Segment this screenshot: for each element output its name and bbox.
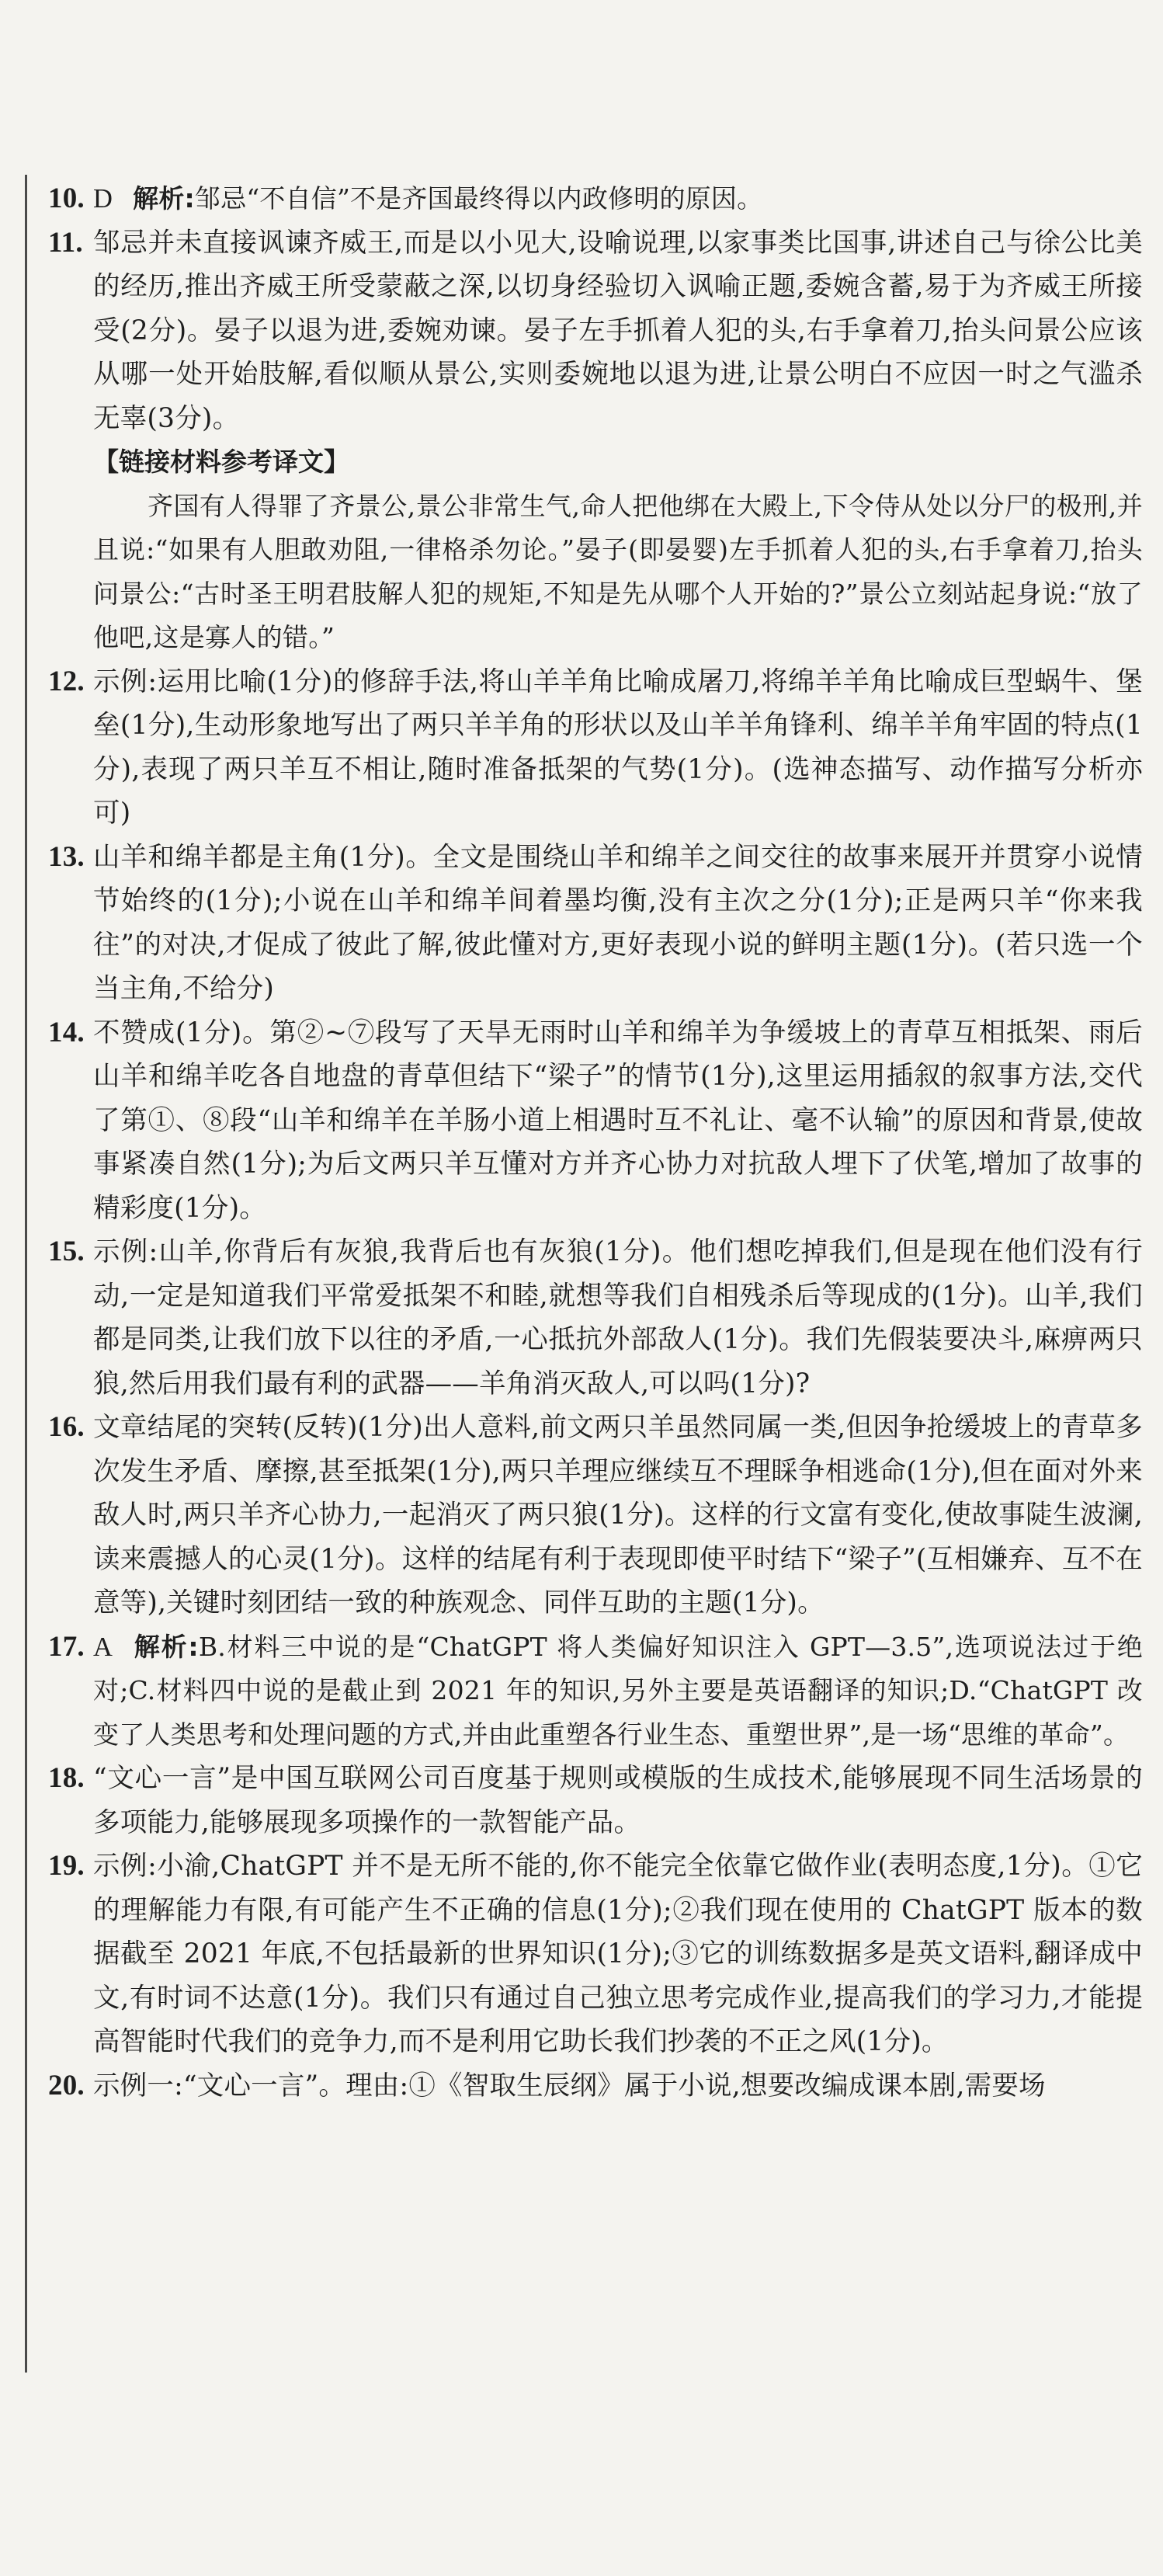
item-number: 15.: [48, 1236, 85, 1267]
item-number: 20.: [48, 2069, 85, 2101]
answer-text: 示例:运用比喻(1分)的修辞手法,将山羊羊角比喻成屠刀,将绵羊羊角比喻成巨型蜗牛、堡垒(1分),生动形象地写出了两只羊羊角的形状以及山羊羊角锋利、绵羊羊角牢固的特点(1分),表现了两只羊互不相让,随时准备抵架的气势(1分)。(选神态描写、动作描写分析亦可): [93, 666, 1143, 829]
answer-text: 邹忌并未直接讽谏齐威王,而是以小见大,设喻说理,以家事类比国事,讲述自己与徐公比美的经历,推出齐威王所受蒙蔽之深,以切身经验切入讽喻正题,委婉含蓄,易于为齐威王所接受(2分)。晏子以退为进,委婉劝谏。晏子左手抓着人犯的头,右手拿着刀,抬头问景公应该从哪一处开始肢解,看似顺从景公,实则委婉地以退为进,让景公明白不应因一时之气滥杀无辜(3分)。: [93, 227, 1143, 434]
answer-item-20: [48, 2064, 1143, 2108]
item-number: 19.: [48, 1850, 85, 1882]
item-number: 14.: [48, 1016, 85, 1048]
answer-text: 文章结尾的突转(反转)(1分)出人意料,前文两只羊虽然同属一类,但因争抢缓坡上的青草多次发生矛盾、摩擦,甚至抵架(1分),两只羊理应继续互不理睬争相逃命(1分),但在面对外来敌人时,两只羊齐心协力,一起消灭了两只狼(1分)。这样的行文富有变化,使故事陡生波澜,读来震撼人的心灵(1分)。这样的结尾有利于表现即使平时结下“梁子”(互相嫌弃、互不在意等),关键时刻团结一致的种族观念、同伴互助的主题(1分)。: [93, 1412, 1143, 1618]
analysis-text: 邹忌“不自信”不是齐国最终得以内政修明的原因。: [194, 183, 763, 214]
answer-text: 不赞成(1分)。第②~⑦段写了天旱无雨时山羊和绵羊为争缓坡上的青草互相抵架、雨后山羊和绵羊吃各自地盘的青草但结下“梁子”的情节(1分),这里运用插叙的叙事方法,交代了第①、⑧段“山羊和绵羊在羊肠小道上相遇时互不礼让、毫不认输”的原因和背景,使故事紧凑自然(1分);为后文两只羊互懂对方并齐心协力对抗敌人埋下了伏笔,增加了故事的精彩度(1分)。: [93, 1017, 1143, 1224]
item-number: 16.: [48, 1411, 85, 1443]
answer-item-15: [48, 1230, 1143, 1406]
answer-text: 示例一:“文心一言”。理由:①《智取生辰纲》属于小说,想要改编成课本剧,需要场: [93, 2070, 1046, 2101]
answer-list: [48, 177, 1143, 2108]
analysis-label: 解析:: [133, 183, 195, 214]
left-margin-rule: [25, 175, 27, 2373]
answer-item-18: [48, 1757, 1143, 1844]
section-title: 【链接材料参考译文】: [93, 447, 349, 477]
item-number: 17.: [48, 1630, 85, 1663]
choice-answer: D: [93, 184, 113, 214]
choice-answer: A: [93, 1632, 113, 1662]
answer-item-13: [48, 836, 1143, 1011]
item-number: 11.: [48, 226, 83, 259]
answer-item-19: [48, 1844, 1143, 2064]
item-number: 18.: [48, 1762, 85, 1794]
item-number: 10.: [48, 183, 85, 214]
answer-item-16: [48, 1406, 1143, 1625]
answer-item-17: [48, 1625, 1143, 1757]
answer-text: 示例:小渝,ChatGPT 并不是无所不能的,你不能完全依靠它做作业(表明态度,1分)。①它的理解能力有限,有可能产生不正确的信息(1分);②我们现在使用的 ChatGPT 版本的数据截至 2021 年底,不包括最新的世界知识(1分);③它的训练数据多是英文语料,翻译成中文,有时词不达意(1分)。我们只有通过自己独立思考完成作业,提高我们的学习力,才能提高智能时代我们的竞争力,而不是利用它助长我们抄袭的不正之风(1分)。: [93, 1851, 1143, 2057]
item-number: 12.: [48, 665, 85, 697]
analysis-label: 解析:: [133, 1631, 199, 1662]
answer-item-11: [48, 221, 1143, 441]
answer-text: “文心一言”是中国互联网公司百度基于规则或模版的生成技术,能够展现不同生活场景的多项能力,能够展现多项操作的一款智能产品。: [93, 1763, 1143, 1838]
answer-item-12: [48, 660, 1143, 836]
analysis-text: B.材料三中说的是“ChatGPT 将人类偏好知识注入 GPT—3.5”,选项说法过于绝对;C.材料四中说的是截止到 2021 年的知识,另外主要是英语翻译的知识;D.“ChatGPT 改变了人类思考和处理问题的方式,并由此重塑各行业生态、重塑世界”,是一场“思维的革命”。: [93, 1631, 1143, 1750]
answer-text: 山羊和绵羊都是主角(1分)。全文是围绕山羊和绵羊之间交往的故事来展开并贯穿小说情节始终的(1分);小说在山羊和绵羊间着墨均衡,没有主次之分(1分);正是两只羊“你来我往”的对决,才促成了彼此了解,彼此懂对方,更好表现小说的鲜明主题(1分)。(若只选一个当主角,不给分): [93, 841, 1143, 1004]
answer-text: 示例:山羊,你背后有灰狼,我背后也有灰狼(1分)。他们想吃掉我们,但是现在他们没有行动,一定是知道我们平常爱抵架不和睦,就想等我们自相残杀后等现成的(1分)。山羊,我们都是同类,让我们放下以往的矛盾,一心抵抗外部敌人(1分)。我们先假装要决斗,麻痹两只狼,然后用我们最有利的武器——羊角消灭敌人,可以吗(1分)?: [93, 1236, 1143, 1399]
item-number: 13.: [48, 840, 85, 873]
answer-item-10: [48, 177, 1143, 221]
answer-item-14: [48, 1011, 1143, 1231]
translation-paragraph: 齐国有人得罪了齐景公,景公非常生气,命人把他绑在大殿上,下令侍从处以分尸的极刑,并且说:“如果有人胆敢劝阻,一律格杀勿论。”晏子(即晏婴)左手抓着人犯的头,右手拿着刀,抬头问景公:“古时圣王明君肢解人犯的规矩,不知是先从哪个人开始的?”景公立刻站起身说:“放了他吧,这是寡人的错。”: [93, 490, 1143, 652]
